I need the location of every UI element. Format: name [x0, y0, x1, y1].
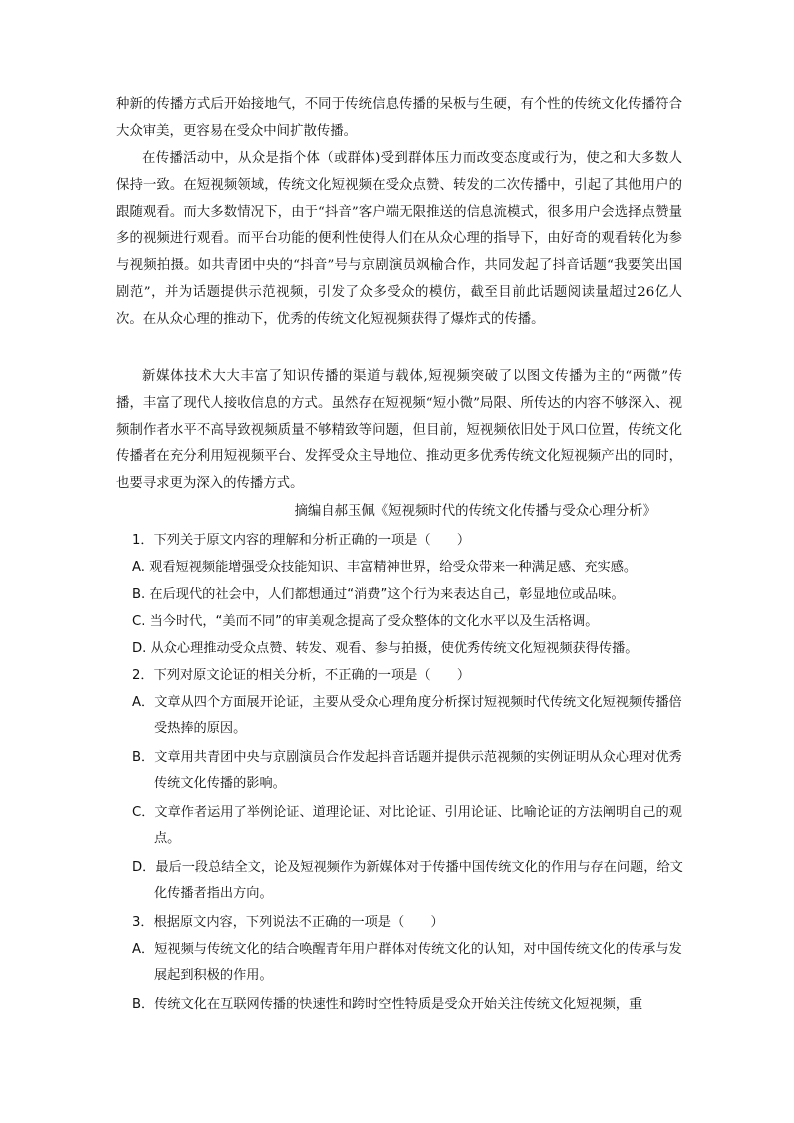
question-1-stem: 1．下列关于原文内容的理解和分析正确的一项是（ ）	[132, 533, 471, 548]
article-paragraph-1: 种新的传播方式后开始接地气，不同于传统信息传播的呆板与生硬，有个性的传统文化传播符合大众审美，更容易在受众中间扩散传播。	[116, 97, 682, 139]
question-3-option-a: A．短视频与传统文化的结合唤醒青年用户群体对传统文化的认知，对中国传统文化的传承与发展起到积极的作用。	[132, 942, 682, 984]
question-1-option-b: B. 在后现代的社会中，人们都想通过“消费”这个行为来表达自己，彰显地位或品味。	[132, 587, 625, 602]
question-1-option-c: C. 当今时代，“美而不同”的审美观念提高了受众整体的文化水平以及生活格调。	[132, 614, 599, 629]
question-2-stem: 2．下列对原文论证的相关分析，不正确的一项是（ ）	[132, 668, 471, 683]
article-paragraph-3: 新媒体技术大大丰富了知识传播的渠道与载体,短视频突破了以图文传播为主的“两微”传播，丰富了现代人接收信息的方式。虽然存在短视频“短小微”局限、所传达的内容不够深入、视频制作者水平不高导致视频质量不够精致等问题，但目前，短视频依旧处于风口位置，传统文化传播者在充分利用短视频平台、发挥受众主导地位、推动更多优秀传统文化短视频产出的同时，也要寻求更为深入的传播方式。	[116, 369, 682, 492]
article-paragraph-2: 在传播活动中，从众是指个体（或群体)受到群体压力而改变态度或行为，使之和大多数人保持一致。在短视频领域，传统文化短视频在受众点赞、转发的二次传播中，引起了其他用户的跟随观看。而大多数情况下，由于“抖音”客户端无限推送的信息流模式，很多用户会选择点赞量多的视频进行观看。而平台功能的便利性使得人们在从众心理的指导下，由好奇的观看转化为参与视频拍摄。如共青团中央的“抖音”号与京剧演员飒榆合作，共同发起了抖音话题“我要笑出国剧范”，并为话题提供示范视频，引发了众多受众的模仿，截至目前此话题阅读量超过26亿人次。在从众心理的推动下，优秀的传统文化短视频获得了爆炸式的传播。	[116, 151, 682, 327]
question-2-option-c: C．文章作者运用了举例论证、道理论证、对比论证、引用论证、比喻论证的方法阐明自己的观点。	[132, 805, 682, 847]
question-1-option-a: A. 观看短视频能增强受众技能知识、丰富精神世界，给受众带来一种满足感、充实感。	[132, 560, 638, 575]
question-2-option-b: B．文章用共青团中央与京剧演员合作发起抖音话题并提供示范视频的实例证明从众心理对优秀传统文化传播的影响。	[132, 750, 682, 792]
question-3-stem: 3．根据原文内容，下列说法不正确的一项是（ ）	[132, 915, 444, 930]
article-source: 摘编自郝玉佩《短视频时代的传统文化传播与受众心理分析》	[294, 504, 656, 519]
question-1-option-d: D. 从众心理推动受众点赞、转发、观看、参与拍摄，使优秀传统文化短视频获得传播。	[132, 641, 639, 656]
question-3-option-b: B．传统文化在互联网传播的快速性和跨时空性特质是受众开始关注传统文化短视频，重	[132, 997, 643, 1012]
question-2-option-a: A．文章从四个方面展开论证，主要从受众心理角度分析探讨短视频时代传统文化短视频传播倍受热捧的原因。	[132, 695, 682, 737]
question-2-option-d: D．最后一段总结全文，论及短视频作为新媒体对于传播中国传统文化的作用与存在问题，给文化传播者指出方向。	[132, 860, 683, 902]
